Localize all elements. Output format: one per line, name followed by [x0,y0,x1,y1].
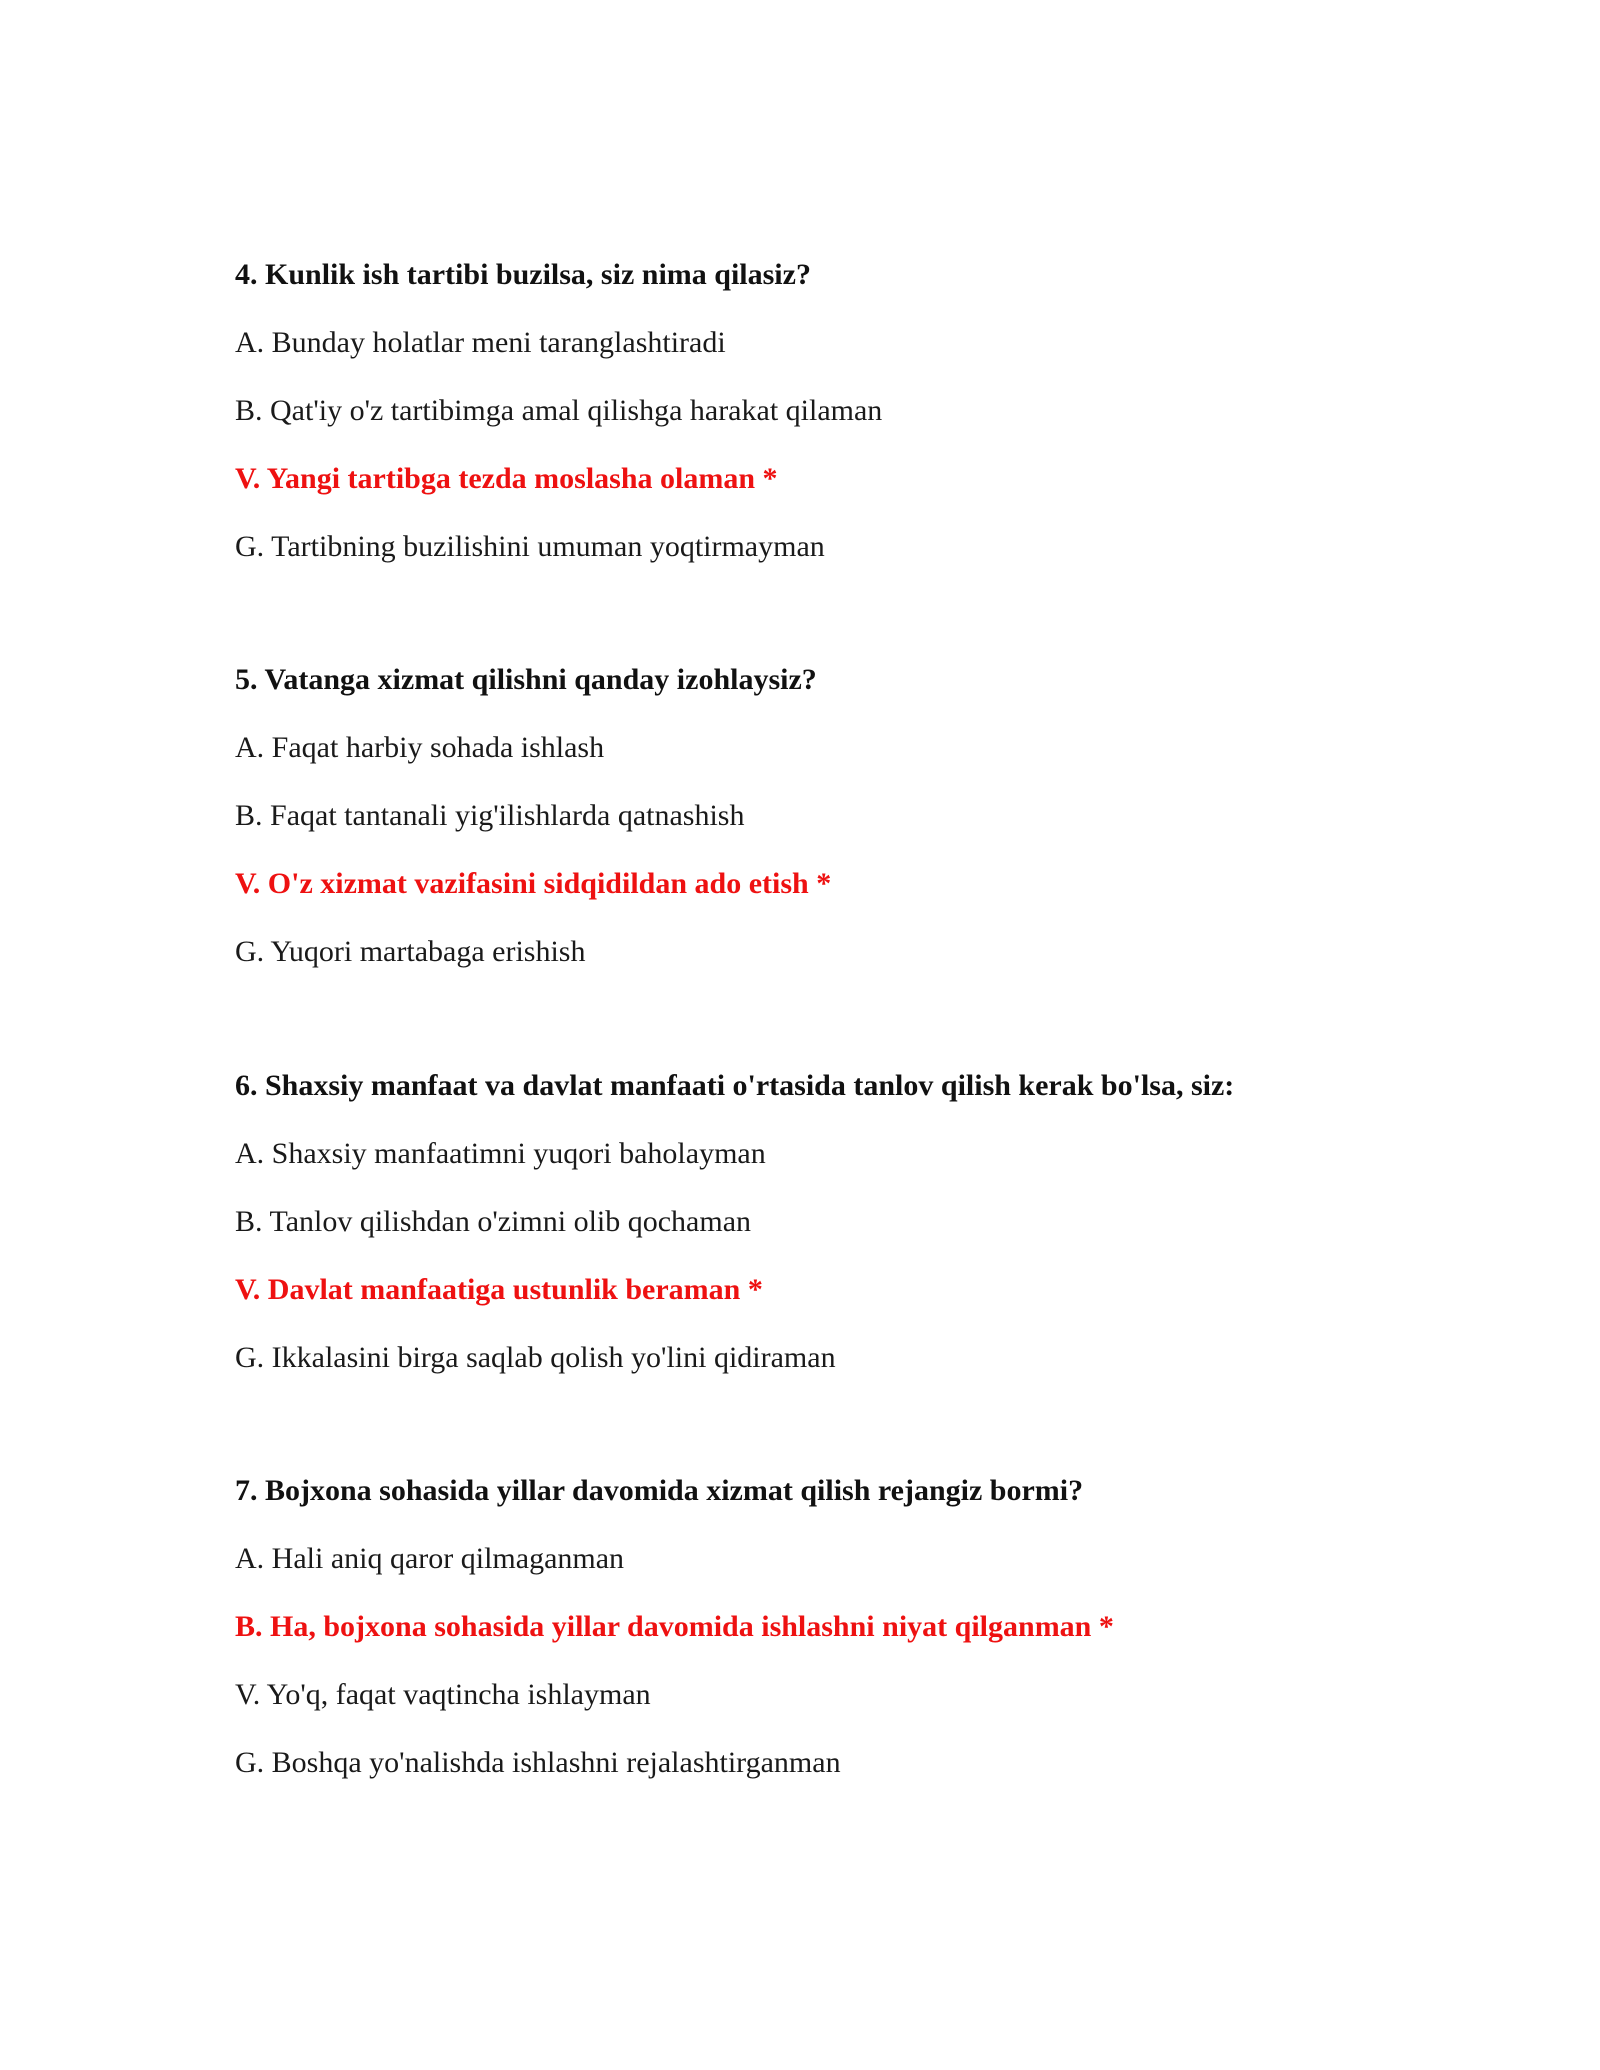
correct-answer-option-v: V. O'z xizmat vazifasini sidqidildan ado etish * [235,867,832,900]
answer-option-a: A. Bunday holatlar meni taranglashtiradi [235,326,726,359]
question-title: 7. Bojxona sohasida yillar davomida xizmat qilish rejangiz bormi? [235,1474,1084,1507]
question-block-4 [235,254,1435,594]
answer-option-b: B. Faqat tantanali yig'ilishlarda qatnashish [235,799,745,832]
answer-option-a: A. Shaxsiy manfaatimni yuqori baholayman [235,1137,766,1170]
question-block-7 [235,1470,1435,1810]
answer-option-g: G. Ikkalasini birga saqlab qolish yo'lini qidiraman [235,1341,836,1374]
correct-answer-option-v: V. Davlat manfaatiga ustunlik beraman * [235,1273,763,1306]
answer-option-a: A. Hali aniq qaror qilmaganman [235,1542,625,1575]
answer-option-v: V. Yo'q, faqat vaqtincha ishlayman [235,1678,651,1711]
answer-option-b: B. Tanlov qilishdan o'zimni olib qochaman [235,1205,752,1238]
question-title: 5. Vatanga xizmat qilishni qanday izohlaysiz? [235,663,817,696]
question-title: 4. Kunlik ish tartibi buzilsa, siz nima qilasiz? [235,258,811,291]
question-block-5 [235,659,1435,999]
correct-answer-option-b: B. Ha, bojxona sohasida yillar davomida ishlashni niyat qilganman * [235,1610,1114,1643]
answer-option-g: G. Yuqori martabaga erishish [235,935,586,968]
question-block-6 [235,1065,1435,1405]
answer-option-a: A. Faqat harbiy sohada ishlash [235,731,605,764]
answer-option-g: G. Boshqa yo'nalishda ishlashni rejalashtirganman [235,1746,841,1779]
question-title: 6. Shaxsiy manfaat va davlat manfaati o'rtasida tanlov qilish kerak bo'lsa, siz: [235,1069,1235,1102]
correct-answer-option-v: V. Yangi tartibga tezda moslasha olaman * [235,462,778,495]
answer-option-b: B. Qat'iy o'z tartibimga amal qilishga harakat qilaman [235,394,883,427]
answer-option-g: G. Tartibning buzilishini umuman yoqtirmayman [235,530,825,563]
